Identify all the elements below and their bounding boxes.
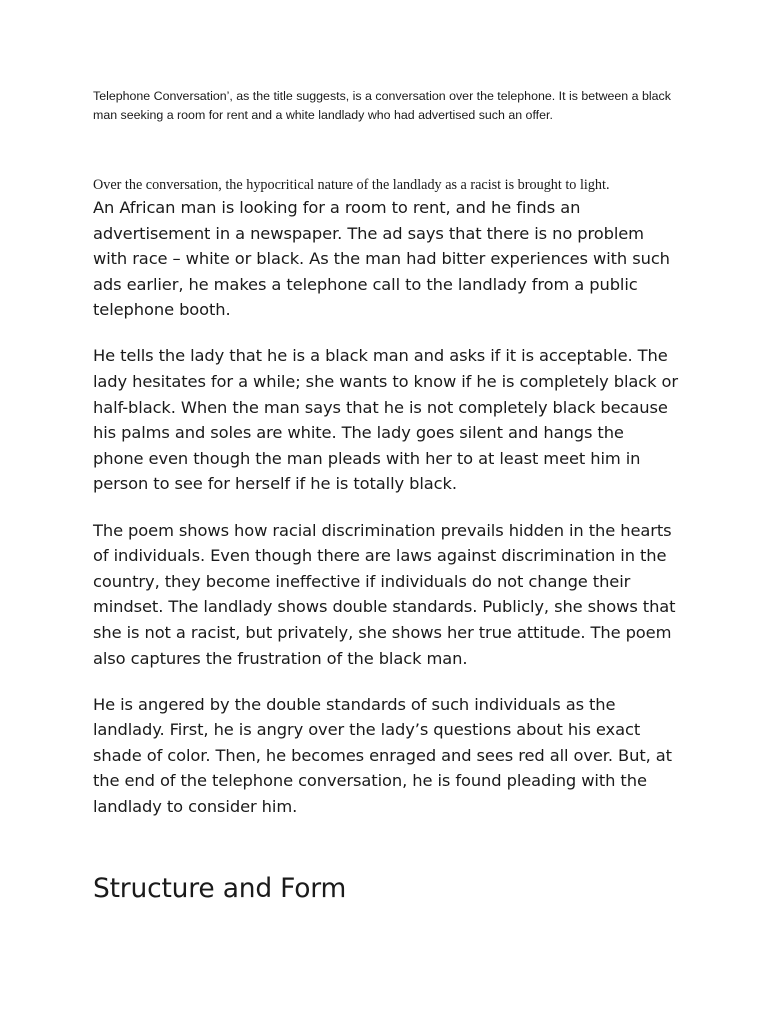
paragraph-2: He tells the lady that he is a black man and asks if it is acceptable. The lady hesitates for a while; she wants to know if he is completely black or half-black. When the man says that he is not completely black because his palms and soles are white. The lady goes silent and hangs the phone even though the man pleads with her to at least meet him in person to see for herself if he is totally black. (93, 346, 678, 494)
intro-paragraph: Telephone Conversation’, as the title suggests, is a conversation over the telephone. It is between a black man seeking a room for rent and a white landlady who had advertised such an offer. (93, 89, 671, 122)
paragraph-1: An African man is looking for a room to rent, and he finds an advertisement in a newspaper. The ad says that there is no problem with race – white or black. As the man had bitter experiences with such ads earlier, he makes a telephone call to the landlady from a public telephone booth. (93, 198, 670, 320)
body-text (93, 195, 678, 840)
section-heading: Structure and Form (93, 873, 347, 904)
paragraph-3: The poem shows how racial discrimination prevails hidden in the hearts of individuals. Even though there are laws against discrimination in the country, they become ineffective if individuals do not change their mindset. The landlady shows double standards. Publicly, she shows that she is not a racist, but privately, she shows her true attitude. The poem also captures the frustration of the black man. (93, 520, 676, 668)
summary-line: Over the conversation, the hypocritical nature of the landlady as a racist is brought to light. (93, 177, 610, 193)
paragraph-4: He is angered by the double standards of such individuals as the landlady. First, he is angry over the lady’s questions about his exact shade of color. Then, he becomes enraged and sees red all over. But, at the end of the telephone conversation, he is found pleading with the landlady to consider him. (93, 694, 672, 816)
